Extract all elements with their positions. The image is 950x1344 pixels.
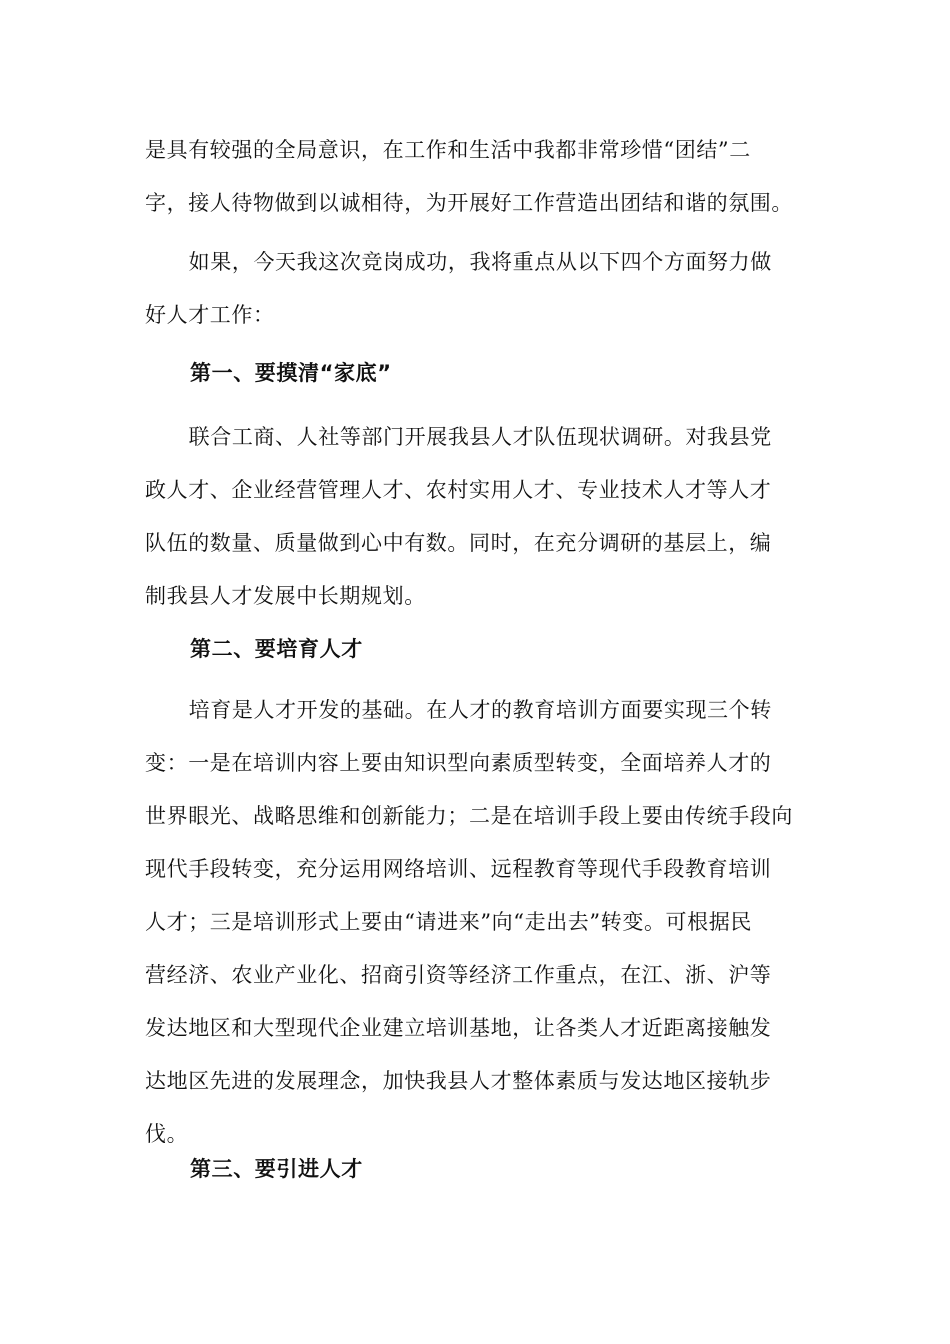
paragraph-section-2: 培育是人才开发的基础。在人才的教育培训方面要实现三个转 变：一是在培训内容上要由知识型向素质型转变，全面培养人才的 世界眼光、战略思维和创新能力；二是在培训手段上要由传统手段向 现代手段转变，充分运用网络培训、远程教育等现代手段教育培训 人才；三是培训形式上要由“请进来”向“走出去”转变。可根据民 营经济、农业产业化、招商引资等经济工作重点，在江、浙、沪等 发达地区和大型现代企业建立培训基地，让各类人才近距离接触发 达地区先进的发展理念，加快我县人才整体素质与发达地区接轨步 伐。 [145,698,793,1146]
section-heading-1: 第一、要摸清“家底” [190,361,392,385]
section-heading-2: 第二、要培育人才 [190,637,363,661]
section-heading-3: 第三、要引进人才 [190,1157,363,1181]
paragraph-plan: 如果，今天我这次竞岗成功，我将重点从以下四个方面努力做 好人才工作： [145,250,772,327]
paragraph-section-1: 联合工商、人社等部门开展我县人才队伍现状调研。对我县党 政人才、企业经营管理人才、农村实用人才、专业技术人才等人才 队伍的数量、质量做到心中有数。同时，在充分调研的基层上，编 制我县人才发展中长期规划。 [145,425,772,608]
paragraph-intro-continued: 是具有较强的全局意识，在工作和生活中我都非常珍惜“团结”二 字，接人待物做到以诚相待，为开展好工作营造出团结和谐的氛围。 [145,138,793,215]
